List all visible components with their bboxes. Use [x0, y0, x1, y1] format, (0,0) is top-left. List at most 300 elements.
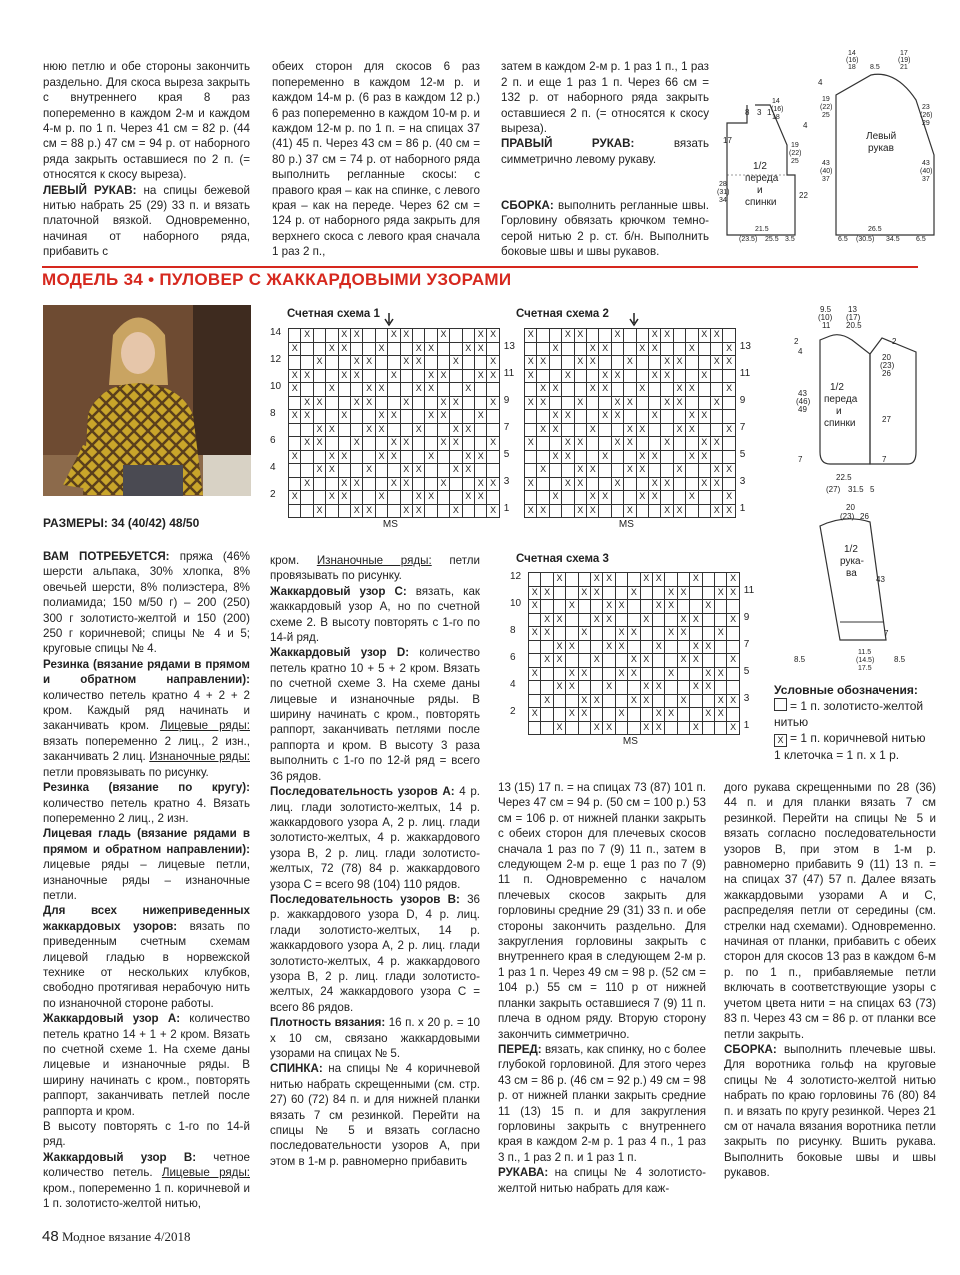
chart-cell: X [528, 667, 541, 682]
mid-col3-paragraph: ПЕРЕД: вязать, как спинку, но с более глубокой горловиной. Для этого через 43 см = 86 р. (46 см = 92 р.) 49 см = 98 р. от нижней планки закрыть средние 11 (13) 15 п. и для закругления горловины закрыть с внутреннего края в каждом 2-м р. 1 раз 4 п., 1 раз 3 п., 1 раз 2 п. и 1 раз 1 п. [498, 1042, 706, 1164]
chart-cell [673, 477, 686, 492]
chart-cell: X [673, 382, 686, 397]
chart-cell: X [722, 504, 735, 519]
svg-text:25: 25 [822, 112, 830, 119]
chart-cell: X [702, 707, 715, 722]
chart-cell [710, 490, 723, 505]
chart-cell: X [611, 396, 624, 411]
chart-cell: X [574, 463, 587, 478]
chart-cell: X [648, 409, 661, 424]
svg-text:4: 4 [798, 347, 803, 356]
chart-cell: X [350, 328, 363, 343]
chart-cell: X [288, 450, 301, 465]
chart-cell: X [726, 572, 739, 587]
chart-cell: X [677, 626, 690, 641]
chart-cell [424, 463, 437, 478]
chart-cell [702, 572, 715, 587]
chart-cell: X [300, 409, 313, 424]
chart-cell [611, 450, 624, 465]
chart-cell [536, 450, 549, 465]
chart-cell [673, 450, 686, 465]
chart-cell: X [400, 355, 413, 370]
chart-cell [565, 721, 578, 736]
chart-cell [387, 382, 400, 397]
svg-text:1/2: 1/2 [753, 161, 767, 172]
chart-cell: X [648, 490, 661, 505]
chart3-title: Счетная схема 3 [516, 553, 609, 565]
svg-text:(23): (23) [880, 361, 895, 370]
chart-cell: X [648, 342, 661, 357]
chart-cell [602, 707, 615, 722]
svg-text:20: 20 [846, 503, 855, 512]
svg-text:9.5: 9.5 [820, 305, 832, 314]
chart-cell [710, 409, 723, 424]
chart-cell: X [412, 382, 425, 397]
chart-cell: X [660, 369, 673, 384]
chart-cell [640, 586, 653, 601]
chart-cell: X [627, 626, 640, 641]
chart-cell: X [602, 572, 615, 587]
chart-cell: X [714, 626, 727, 641]
chart-cell [660, 450, 673, 465]
row-label: 3 [503, 475, 510, 487]
chart-cell [598, 396, 611, 411]
chart-cell: X [623, 436, 636, 451]
chart-cell: X [400, 396, 413, 411]
chart-cell [528, 572, 541, 587]
chart-cell [313, 382, 326, 397]
chart-cell [524, 342, 537, 357]
svg-text:(26): (26) [920, 112, 933, 119]
svg-text:7: 7 [882, 455, 887, 464]
chart-cell: X [313, 396, 326, 411]
chart-cell: X [325, 450, 338, 465]
svg-text:3: 3 [757, 108, 762, 117]
chart-cell: X [586, 342, 599, 357]
mid-col1-paragraph: Жаккардовый узор B: четное количество петель. Лицевые ряды: кром., попеременно 1 п. коричневой и 1 п. золотисто-желтой нитью, [43, 1150, 250, 1211]
chart-cell [553, 626, 566, 641]
chart-cell: X [726, 721, 739, 736]
chart-cell [677, 707, 690, 722]
chart-cell: X [375, 450, 388, 465]
svg-text:8.5: 8.5 [870, 64, 880, 71]
chart-cell [536, 477, 549, 492]
chart-cell: X [288, 409, 301, 424]
chart-cell: X [474, 328, 487, 343]
chart-cell [300, 504, 313, 519]
chart-cell [462, 355, 475, 370]
chart-cell [590, 599, 603, 614]
chart-cell: X [652, 721, 665, 736]
chart-cell [627, 599, 640, 614]
chart-cell [698, 342, 711, 357]
chart-cell [288, 504, 301, 519]
chart-cell [553, 707, 566, 722]
chart-cell [722, 477, 735, 492]
chart-cell [553, 694, 566, 709]
chart-cell: X [590, 572, 603, 587]
chart-cell: X [689, 572, 702, 587]
chart-cell [615, 572, 628, 587]
chart-cell [602, 626, 615, 641]
svg-text:(23): (23) [840, 512, 855, 521]
chart-cell: X [636, 490, 649, 505]
chart-cell [710, 423, 723, 438]
chart-cell [615, 653, 628, 668]
mid-col1-paragraph: Лицевая гладь (вязание рядами в прямом и обратном направлении): лицевые ряды – лицевые петли, изнаночные ряды – изнаночные петли. [43, 827, 250, 902]
chart-cell [313, 450, 326, 465]
chart-cell [462, 477, 475, 492]
chart-cell [602, 653, 615, 668]
ms-label: MS [382, 519, 398, 530]
chart-cell [524, 450, 537, 465]
svg-text:19: 19 [822, 96, 830, 103]
svg-text:43: 43 [798, 389, 807, 398]
chart-cell [549, 477, 562, 492]
legend-title: Условные обозначения: [774, 683, 918, 697]
svg-text:26.5: 26.5 [868, 226, 882, 233]
chart-cell [387, 423, 400, 438]
chart-cell: X [685, 490, 698, 505]
chart-cell: X [288, 490, 301, 505]
chart-cell: X [536, 355, 549, 370]
chart-cell [623, 409, 636, 424]
chart-cell [586, 477, 599, 492]
chart-cell: X [486, 396, 499, 411]
mid-col2-paragraph: Последовательность узоров A: 4 р. лиц. глади золотисто-желтых, 14 р. жаккардового узора A, 2 р. лиц. глади золотисто-желтых, 4 р. жаккардового узора B, 2 р. лиц. глади золотисто-желтых, 72 (78) 84 р. жаккардового узора C = всего 98 (104) 110 рядов. [270, 785, 481, 891]
chart-cell [689, 694, 702, 709]
chart-cell: X [623, 463, 636, 478]
row-label: 9 [743, 611, 750, 623]
svg-text:Левый: Левый [866, 131, 897, 142]
chart-cell: X [627, 667, 640, 682]
chart-cell [362, 409, 375, 424]
chart-cell [636, 328, 649, 343]
chart-cell [726, 667, 739, 682]
chart-cell [325, 504, 338, 519]
chart-cell: X [387, 450, 400, 465]
chart-cell [586, 409, 599, 424]
svg-text:(40): (40) [820, 168, 833, 175]
chart-cell [350, 463, 363, 478]
chart-cell: X [462, 490, 475, 505]
chart-cell [528, 653, 541, 668]
svg-text:(46): (46) [796, 397, 811, 406]
chart-cell [449, 342, 462, 357]
chart-cell: X [412, 490, 425, 505]
chart-cell [685, 369, 698, 384]
chart-cell [611, 355, 624, 370]
chart-cell [627, 680, 640, 695]
schematic-front-back [790, 302, 950, 522]
chart-cell [540, 707, 553, 722]
chart-cell: X [313, 423, 326, 438]
chart-cell [338, 436, 351, 451]
chart-cell: X [300, 436, 313, 451]
chart-cell: X [362, 463, 375, 478]
chart-cell: X [648, 450, 661, 465]
chart-cell: X [689, 613, 702, 628]
chart-cell: X [640, 613, 653, 628]
chart-cell [375, 369, 388, 384]
chart-cell [313, 369, 326, 384]
svg-text:17: 17 [723, 136, 732, 145]
chart-cell: X [300, 396, 313, 411]
chart-cell: X [722, 423, 735, 438]
svg-text:(16): (16) [846, 57, 859, 64]
chart-cell [387, 504, 400, 519]
chart-cell [574, 382, 587, 397]
schematic-sleeve-top [816, 45, 946, 245]
chart-cell [474, 504, 487, 519]
chart-cell [350, 423, 363, 438]
chart-cell [714, 653, 727, 668]
chart-cell: X [710, 396, 723, 411]
chart-cell [590, 667, 603, 682]
chart-cell: X [702, 667, 715, 682]
chart-cell [387, 396, 400, 411]
legend-item-cell: 1 клеточка = 1 п. х 1 р. [774, 748, 900, 762]
chart-cell [623, 490, 636, 505]
chart-cell: X [524, 369, 537, 384]
chart-cell: X [474, 477, 487, 492]
chart-cell: X [387, 409, 400, 424]
chart-cell [561, 423, 574, 438]
chart-cell [462, 328, 475, 343]
chart-cell [350, 409, 363, 424]
chart-cell [714, 599, 727, 614]
chart-cell: X [714, 694, 727, 709]
chart-cell: X [561, 328, 574, 343]
arrow-down-icon [628, 313, 640, 327]
chart-cell: X [710, 463, 723, 478]
chart-cell [424, 423, 437, 438]
chart-cell: X [636, 342, 649, 357]
mid-col4-paragraph: дого рукава скрещенными по 28 (36) 44 п. и для планки вязать 7 см резинкой. Перейти на спицы № 5 и вязать согласно последовательности узоров B, при этом в 1-м р. равномерно прибавить 9 (11) 13 п. = на спицах 37 (47) 57 п. Далее вязать жаккардовыми узорами A и C, распределяя петли от середины (см. стрелки над схемами). Одновременно. начиная от планки, прибавить с обеих сторон для скосов 13 раз в каждом 6-м р. по 1 п., прибавляемые петли включать в соответствующие узоры с учетом цвета нити = на спицах 63 (73) 83 п. Через 43 см = 86 р. от планки все петли закрыть. [724, 781, 936, 1041]
chart-cell [677, 721, 690, 736]
chart-cell [598, 423, 611, 438]
chart-cell: X [449, 436, 462, 451]
chart-cell [652, 667, 665, 682]
chart-cell [611, 463, 624, 478]
chart-cell [586, 328, 599, 343]
chart-cell: X [648, 328, 661, 343]
row-label: 5 [739, 448, 746, 460]
chart-cell: X [652, 707, 665, 722]
chart-cell [698, 463, 711, 478]
svg-text:8.5: 8.5 [794, 655, 806, 664]
chart-cell [350, 342, 363, 357]
svg-text:(22): (22) [820, 104, 833, 111]
chart-cell [524, 490, 537, 505]
chart-cell: X [325, 463, 338, 478]
chart-cell: X [578, 586, 591, 601]
chart-cell: X [338, 342, 351, 357]
chart-cell: X [611, 369, 624, 384]
svg-text:23: 23 [922, 104, 930, 111]
chart-cell [648, 423, 661, 438]
chart-cell: X [611, 328, 624, 343]
chart-cell [652, 586, 665, 601]
svg-text:43: 43 [876, 575, 885, 584]
chart-cell: X [313, 463, 326, 478]
chart-cell [536, 369, 549, 384]
chart-cell [714, 721, 727, 736]
chart-cell [702, 653, 715, 668]
chart-cell [726, 707, 739, 722]
chart-cell [536, 436, 549, 451]
chart-cell: X [412, 342, 425, 357]
chart-cell: X [387, 477, 400, 492]
mid-col3-paragraph: 13 (15) 17 п. = на спицах 73 (87) 101 п. Через 47 см = 94 р. (50 см = 100 р.) 53 см = 106 р. от нижней планки закрыть с обеих сторон для плечевых скосов сначала 1 раз по 7 (9) 11 п., затем в следующем 2-м р. еще 1 раз по 7 (9) 11 п. Одновременно с началом плечевых скосов закрыть для горловины средние 29 (31) 33 п. и обе стороны закончить раздельно. Для закругления горловины закрыть с внутреннего края в следующем 2-м р. 1 раз 1 п. Через 49 см = 98 р. (52 см = 104 р.) 55 см = 110 р от нижней планки закрыть оставшиеся 7 (9) 11 п. плеча в одном ряду. Вторую сторону закончить симметрично. [498, 781, 706, 1041]
chart-cell [325, 355, 338, 370]
chart-cell [685, 477, 698, 492]
chart-cell: X [640, 680, 653, 695]
chart-cell [689, 586, 702, 601]
chart-cell [561, 382, 574, 397]
row-label: 1 [739, 502, 746, 514]
chart-cell [561, 396, 574, 411]
chart-cell [722, 436, 735, 451]
chart-cell: X [486, 477, 499, 492]
chart-cell [648, 504, 661, 519]
chart-cell [375, 436, 388, 451]
chart-cell [627, 707, 640, 722]
svg-text:(23.5): (23.5) [739, 236, 758, 243]
chart-cell: X [574, 436, 587, 451]
chart-cell [288, 396, 301, 411]
chart-cell: X [636, 423, 649, 438]
chart-cell: X [549, 450, 562, 465]
chart-cell: X [623, 396, 636, 411]
chart-cell [313, 490, 326, 505]
chart-cell [578, 680, 591, 695]
chart-cell [553, 667, 566, 682]
top-col1-text-b: на спицы бежевой нитью набрать 25 (29) 33 п. и вязать платочной вязкой. Одновременно, начиная от наборного ряда, прибавить с [43, 183, 250, 259]
chart-cell: X [338, 369, 351, 384]
chart-cell [578, 640, 591, 655]
chart-cell [660, 382, 673, 397]
chart-cell [673, 436, 686, 451]
chart-cell: X [664, 599, 677, 614]
chart-cell: X [627, 694, 640, 709]
chart-cell: X [677, 586, 690, 601]
chart-cell [486, 342, 499, 357]
chart-cell [325, 328, 338, 343]
chart-cell [615, 586, 628, 601]
chart-cell [437, 450, 450, 465]
chart-cell [449, 328, 462, 343]
chart-cell [578, 653, 591, 668]
chart-cell [623, 328, 636, 343]
chart-cell [714, 640, 727, 655]
chart-cell: X [660, 396, 673, 411]
chart-cell: X [710, 355, 723, 370]
chart-cell [325, 436, 338, 451]
chart-cell: X [565, 667, 578, 682]
chart-cell [387, 355, 400, 370]
chart-cell [722, 328, 735, 343]
svg-text:и: и [757, 185, 763, 196]
chart-cell [565, 613, 578, 628]
top-column-3 [501, 44, 709, 260]
ms-label: MS [618, 519, 634, 530]
chart-cell: X [536, 396, 549, 411]
svg-text:(22): (22) [789, 150, 802, 157]
chart-cell [565, 653, 578, 668]
chart-cell [325, 396, 338, 411]
chart-cell [288, 423, 301, 438]
chart-cell [424, 355, 437, 370]
chart-cell [424, 504, 437, 519]
chart-cell: X [524, 436, 537, 451]
svg-text:14: 14 [848, 50, 856, 57]
chart-cell [528, 640, 541, 655]
chart-cell: X [611, 477, 624, 492]
svg-text:(19): (19) [898, 57, 911, 64]
chart-cell: X [561, 477, 574, 492]
row-label: 5 [743, 665, 750, 677]
top-column-2 [272, 44, 480, 260]
chart-cell [689, 599, 702, 614]
svg-text:(17): (17) [846, 313, 861, 322]
svg-text:7: 7 [798, 455, 803, 464]
chart-cell [673, 328, 686, 343]
chart-cell: X [325, 423, 338, 438]
chart-cell [424, 436, 437, 451]
chart-cell: X [549, 409, 562, 424]
chart-cell: X [288, 342, 301, 357]
chart-cell [664, 680, 677, 695]
chart-cell: X [615, 667, 628, 682]
chart-cell [578, 572, 591, 587]
chart-cell [636, 396, 649, 411]
chart-cell: X [702, 640, 715, 655]
chart-cell [362, 328, 375, 343]
svg-text:спинки: спинки [745, 197, 777, 208]
chart-cell: X [565, 599, 578, 614]
chart-cell: X [375, 382, 388, 397]
svg-text:2: 2 [794, 337, 799, 346]
chart-cell [602, 667, 615, 682]
chart-cell: X [590, 613, 603, 628]
chart-cell: X [574, 328, 587, 343]
svg-text:4: 4 [803, 121, 808, 130]
row-label: 2 [270, 489, 276, 500]
chart-cell [702, 613, 715, 628]
svg-text:3.5: 3.5 [785, 236, 795, 243]
chart-cell: X [714, 586, 727, 601]
svg-text:11: 11 [822, 321, 831, 330]
chart-cell: X [561, 436, 574, 451]
chart-cell: X [598, 369, 611, 384]
chart-cell: X [602, 599, 615, 614]
chart-cell: X [602, 613, 615, 628]
chart-cell [325, 369, 338, 384]
chart-cell: X [660, 504, 673, 519]
chart-cell [362, 369, 375, 384]
chart-cell [685, 328, 698, 343]
chart-cell: X [437, 396, 450, 411]
chart-cell [586, 450, 599, 465]
svg-text:37: 37 [822, 176, 830, 183]
chart-cell [375, 463, 388, 478]
mid-col1-paragraph: Резинка (вязание рядами в прямом и обратном направлении): количество петель кратно 4 + 2 + 2 кром. Каждый ряд начинать и заканчивать кром. Лицевые ряды: вязать попеременно 2 лиц., 2 изн., заканчивать 2 лиц. Изнаночные ряды: петли провязывать по рисунку. [43, 657, 250, 779]
chart-cell [412, 477, 425, 492]
mid-column-2 [270, 553, 480, 1169]
chart-cell [578, 613, 591, 628]
chart-cell [574, 490, 587, 505]
